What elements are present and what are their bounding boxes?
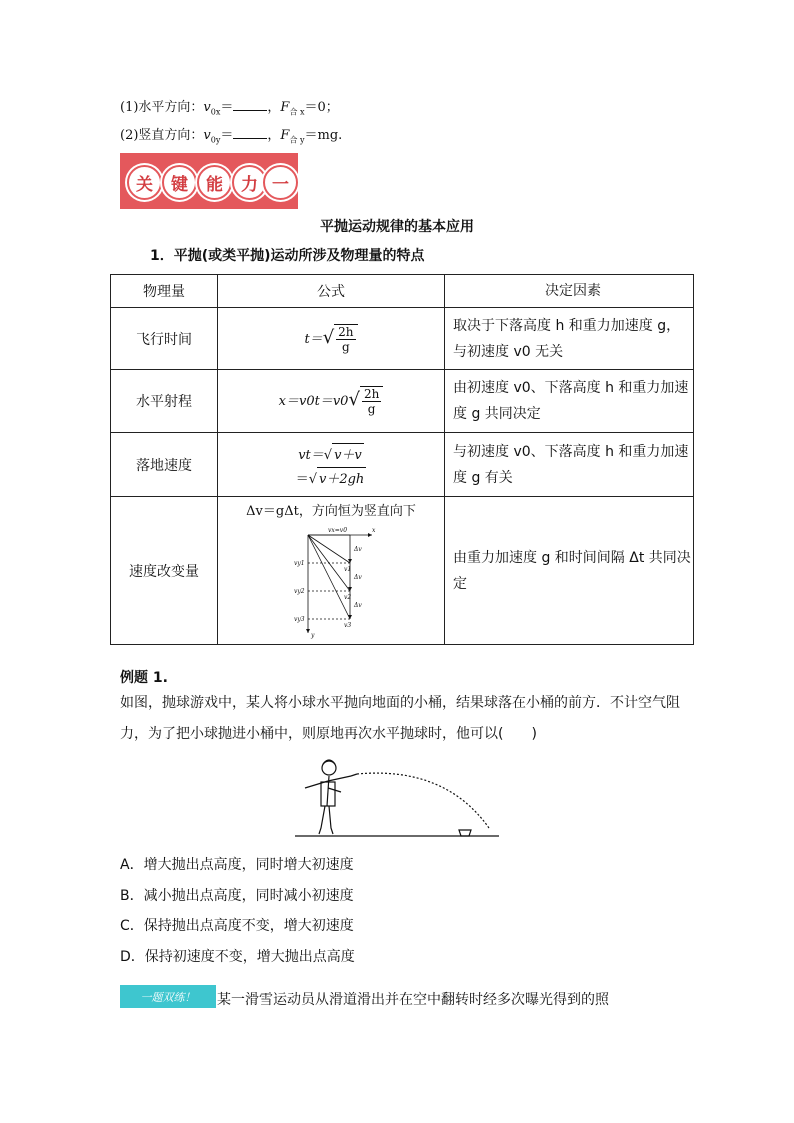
table-row [111, 308, 694, 370]
section-title: 平抛运动规律的基本应用 [320, 219, 474, 235]
label-vy2: vy2 [294, 588, 305, 595]
velocity-vector-diagram [286, 523, 376, 639]
header-factor: 决定因素 [445, 275, 694, 308]
throwing-illustration [295, 756, 505, 840]
formula-velocity-change: Δv＝gΔt，方向恒为竖直向下 vx=v0 x y vy1 vy2 vy3 v1 v2 v3 Δv Δv Δv [218, 497, 445, 645]
blank-answer-2[interactable] [233, 126, 267, 139]
subsection-heading: 1．平抛(或类平抛)运动所涉及物理量的特点 [150, 248, 425, 264]
label-dv-3: Δv [354, 602, 362, 609]
option-b[interactable]: B．减小抛出点高度，同时减小初速度 [120, 888, 354, 904]
label-dv-2: Δv [354, 574, 362, 581]
formula-flight-time: t＝√ $\frac{2h}{g}$ [218, 308, 445, 370]
formula-horizontal-range: x＝v0t＝v0√ $\frac{2h}{g}$ [218, 370, 445, 433]
next-question-text: 某一滑雪运动员从滑道滑出并在空中翻转时经多次曝光得到的照 [217, 992, 609, 1008]
header-quantity: 物理量 [111, 275, 218, 308]
label-vy3: vy3 [294, 616, 305, 623]
label-v3: v3 [344, 622, 352, 629]
label-v2: v2 [344, 594, 352, 601]
banner-char-1: 关 [127, 165, 162, 200]
header-formula: 公式 [218, 275, 445, 308]
label-v1: v1 [344, 566, 352, 573]
option-a[interactable]: A．增大抛出点高度，同时增大初速度 [120, 857, 354, 873]
row-factor: 由重力加速度 g 和时间间隔 Δt 共同决定 [445, 497, 694, 645]
row-name: 飞行时间 [111, 308, 218, 370]
row-name: 速度改变量 [111, 497, 218, 645]
banner-char-3: 能 [197, 165, 232, 200]
example-text: 如图，抛球游戏中，某人将小球水平抛向地面的小桶，结果球落在小桶的前方．不计空气阻力，为了把小球抛进小桶中，则原地再次水平抛球时，他可以( ) [120, 695, 680, 742]
row-name: 落地速度 [111, 433, 218, 497]
blank-answer-1[interactable] [233, 98, 267, 111]
table-row [111, 370, 694, 433]
line-horizontal: (1)水平方向：$v_{0x}=$ ，$F_{合 x}=0$； [120, 100, 339, 117]
line-vertical: (2)竖直方向：$v_{0y}=$ ，$F_{合 y}=mg$. [120, 128, 343, 145]
table-header-row [111, 275, 694, 308]
row-factor: 取决于下落高度 h 和重力加速度 g，与初速度 v0 无关 [445, 308, 694, 370]
label-y-axis: y [311, 632, 315, 639]
row-factor: 由初速度 v0、下落高度 h 和重力加速度 g 共同决定 [445, 370, 694, 433]
option-c[interactable]: C．保持抛出点高度不变，增大初速度 [120, 918, 354, 934]
label-vx: vx=v0 [328, 527, 348, 534]
label-dv-1: Δv [354, 546, 362, 553]
formula-landing-velocity: vt＝√ v＋v ＝√ v＋2gh [218, 433, 445, 497]
row-factor: 与初速度 v0、下落高度 h 和重力加速度 g 有关 [445, 433, 694, 497]
banner-char-2: 键 [162, 165, 197, 200]
table-row [111, 497, 694, 645]
example-title: 例题 1. [120, 670, 168, 686]
key-ability-banner [120, 153, 298, 209]
option-d[interactable]: D．保持初速度不变，增大抛出点高度 [120, 949, 355, 965]
banner-char-4: 力 [232, 165, 267, 200]
row-name: 水平射程 [111, 370, 218, 433]
label-vy1: vy1 [294, 560, 305, 567]
label-x-axis: x [372, 527, 376, 534]
practice-badge: 一题双练！ [120, 985, 216, 1008]
banner-char-5: 一 [263, 165, 298, 200]
table-row [111, 433, 694, 497]
physics-quantities-table [110, 274, 694, 645]
